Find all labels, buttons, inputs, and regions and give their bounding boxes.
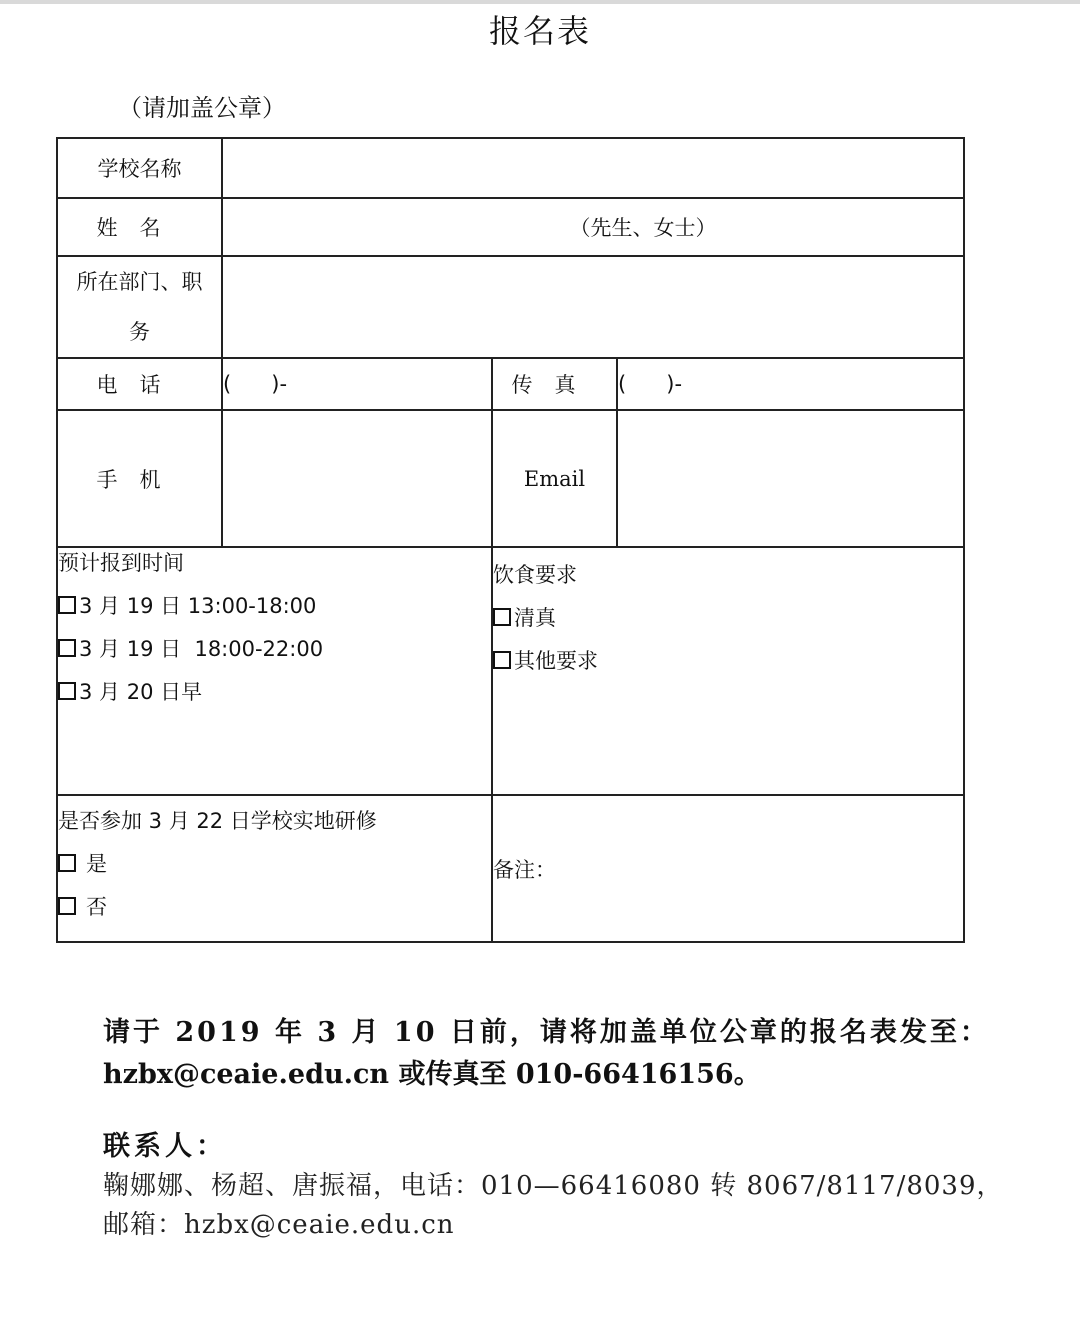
mobile-label: 手机	[57, 410, 222, 547]
remarks-field[interactable]	[492, 795, 964, 942]
diet-option-other[interactable]: 其他要求	[493, 646, 963, 689]
checkbox-icon[interactable]	[493, 651, 511, 669]
fax-field[interactable]: ( )-	[617, 358, 964, 410]
contact-label: 联系人：	[103, 1131, 227, 1162]
site-visit-no[interactable]: 否	[58, 892, 491, 935]
row-phone-fax	[57, 358, 964, 410]
checkbox-icon[interactable]	[58, 897, 76, 915]
arrival-time-section	[57, 547, 492, 795]
department-label	[57, 256, 222, 358]
checkbox-icon[interactable]	[58, 639, 76, 657]
arrival-option-1[interactable]: 3 月 19 日 13:00-18:00	[58, 591, 491, 634]
checkbox-icon[interactable]	[58, 682, 76, 700]
telephone-field[interactable]: ( )-	[222, 358, 492, 410]
fax-label: 传真	[492, 358, 617, 410]
arrival-option-2[interactable]: 3 月 19 日 18:00-22:00	[58, 634, 491, 677]
checkbox-icon[interactable]	[58, 596, 76, 614]
top-border-line	[0, 0, 1080, 4]
row-arrival-diet	[57, 547, 964, 795]
deadline-instruction: 请于 2019 年 3 月 10 日前，请将加盖单位公章的报名表发至：	[103, 1017, 990, 1048]
site-visit-section	[57, 795, 492, 942]
checkbox-icon[interactable]	[58, 854, 76, 872]
contact-persons: 鞠娜娜、杨超、唐振福，电话：010—66416080 转 8067/8117/8039，	[103, 1171, 1004, 1201]
school-name-field[interactable]	[222, 138, 964, 198]
contact-email: 邮箱：hzbx@ceaie.edu.cn	[103, 1210, 455, 1240]
department-field[interactable]	[222, 256, 964, 358]
site-visit-yes[interactable]: 是	[58, 849, 491, 892]
page-title: 报名表	[488, 12, 591, 50]
submission-address: hzbx@ceaie.edu.cn 或传真至 010-66416156。	[103, 1059, 761, 1090]
row-mobile-email	[57, 410, 964, 547]
department-label-line1: 所在部门、职	[76, 270, 203, 294]
telephone-label: 电话	[57, 358, 222, 410]
diet-heading: 饮食要求	[493, 563, 577, 587]
email-label: Email	[492, 410, 617, 547]
row-name	[57, 198, 964, 256]
name-honorific-hint: （先生、女士）	[569, 216, 717, 240]
diet-section	[492, 547, 964, 795]
name-label: 姓名	[57, 198, 222, 256]
checkbox-icon[interactable]	[493, 608, 511, 626]
row-visit-remarks	[57, 795, 964, 942]
name-field[interactable]	[222, 198, 964, 256]
department-label-line2: 务	[129, 320, 150, 344]
registration-form	[56, 137, 965, 943]
seal-note: （请加盖公章）	[118, 94, 286, 122]
email-field[interactable]	[617, 410, 964, 547]
row-department	[57, 256, 964, 358]
site-visit-heading: 是否参加 3 月 22 日学校实地研修	[58, 809, 377, 833]
remarks-label: 备注：	[493, 857, 556, 882]
diet-option-halal[interactable]: 清真	[493, 603, 963, 646]
row-school	[57, 138, 964, 198]
mobile-field[interactable]	[222, 410, 492, 547]
school-name-label: 学校名称	[57, 138, 222, 198]
arrival-option-3[interactable]: 3 月 20 日早	[58, 677, 491, 720]
arrival-time-heading: 预计报到时间	[58, 551, 184, 575]
